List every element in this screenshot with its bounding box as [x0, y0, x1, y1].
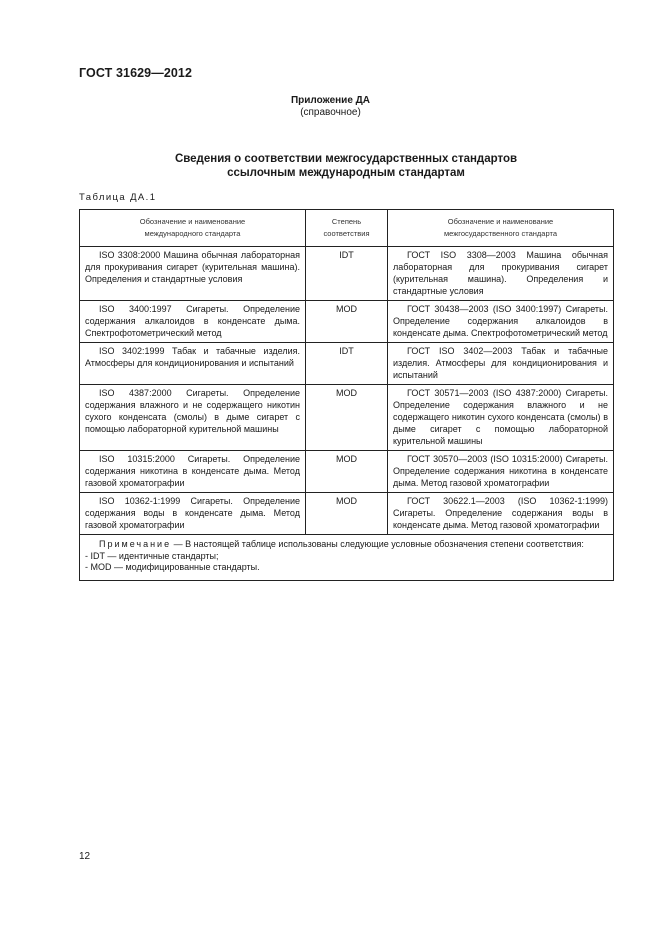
cell-interstate-text: ГОСТ ISO 3402—2003 Табак и табачные изделия. Атмосферы для кондиционирования и испытаний: [393, 346, 608, 380]
table-caption: Таблица ДА.1: [79, 192, 157, 203]
cell-interstate: [388, 385, 614, 451]
appendix-subtitle: (справочное): [300, 107, 361, 118]
table-row: [80, 451, 614, 493]
note-head: Примечание: [99, 539, 172, 549]
table-note-row: [80, 535, 614, 581]
header-interstate-l2: межгосударственного стандарта: [444, 229, 557, 238]
header-degree-l1: Степень: [331, 217, 362, 226]
header-international-l2: международного стандарта: [144, 229, 241, 238]
cell-interstate-text: ГОСТ 30622.1—2003 (ISO 10362-1:1999) Сигареты. Определение содержания воды в конденсате дыма. Метод газовой хроматографии: [393, 496, 608, 530]
table-header-row: [80, 210, 614, 247]
header-interstate: [388, 210, 614, 247]
cell-international-text: ISO 10362-1:1999 Сигареты. Определение содержания воды в конденсате дыма. Метод газовой хроматографии: [85, 496, 300, 530]
header-interstate-l1: Обозначение и наименование: [447, 217, 554, 226]
cell-international: [80, 301, 306, 343]
note-text: — В настоящей таблице использованы следующие условные обозначения степени соответствия:: [171, 539, 584, 549]
cell-international-text: ISO 3308:2000 Машина обычная лабораторная для прокуривания сигарет (курительная машина). Определения и стандартные условия: [85, 250, 300, 284]
cell-international: [80, 493, 306, 535]
header-degree-l2: соответствия: [323, 229, 370, 238]
section-title-line1: Сведения о соответствии межгосударственных стандартов: [174, 153, 518, 165]
cell-interstate-text: ГОСТ 30570—2003 (ISO 10315:2000) Сигареты. Определение содержания никотина в конденсате дыма. Метод газовой хроматографии: [393, 454, 608, 488]
cell-international-text: ISO 3400:1997 Сигареты. Определение содержания алкалоидов в конденсате дыма. Спектрофотометрический метод: [85, 304, 300, 338]
cell-international-text: ISO 4387:2000 Сигареты. Определение содержания влажного и не содержащего никотин сухого конденсата (смолы) в дыме сигарет с помощью лабораторной курительной машины: [85, 388, 300, 434]
header-degree: [306, 210, 388, 247]
cell-international: [80, 385, 306, 451]
table-row: [80, 385, 614, 451]
cell-degree: IDT: [306, 343, 388, 385]
cell-interstate-text: ГОСТ 30571—2003 (ISO 4387:2000) Сигареты. Определение содержания влажного и не содержащего никотин сухого конденсата (смолы) в дыме сигарет с помощью лабораторной курительной машины: [393, 388, 608, 446]
table-row: [80, 493, 614, 535]
table-row: [80, 247, 614, 301]
cell-interstate-text: ГОСТ 30438—2003 (ISO 3400:1997) Сигареты. Определение содержания алкалоидов в конденсате дыма. Спектрофотометрический метод: [393, 304, 608, 338]
cell-interstate-text: ГОСТ ISO 3308—2003 Машина обычная лабораторная для прокуривания сигарет (курительная машина). Определения и стандартные условия: [393, 250, 608, 296]
cell-interstate: [388, 247, 614, 301]
cell-international: [80, 451, 306, 493]
appendix-title: Приложение ДА: [290, 95, 371, 106]
section-title-line2: ссылочным международным стандартам: [227, 167, 465, 179]
standards-table: [79, 209, 614, 581]
cell-international-text: ISO 10315:2000 Сигареты. Определение содержания никотина в конденсате дыма. Метод газовой хроматографии: [85, 454, 300, 488]
cell-interstate: [388, 301, 614, 343]
cell-degree: MOD: [306, 493, 388, 535]
cell-degree: MOD: [306, 451, 388, 493]
header-international: [80, 210, 306, 247]
note-item-mod: - MOD — модифицированные стандарты.: [85, 562, 260, 572]
cell-degree: MOD: [306, 301, 388, 343]
cell-international: [80, 247, 306, 301]
cell-interstate: [388, 343, 614, 385]
table-note: [80, 535, 614, 581]
table-row: [80, 301, 614, 343]
cell-degree: IDT: [306, 247, 388, 301]
cell-international-text: ISO 3402:1999 Табак и табачные изделия. Атмосферы для кондиционирования и испытаний: [85, 346, 300, 368]
table-row: [80, 343, 614, 385]
page-number: 12: [79, 851, 91, 862]
header-international-l1: Обозначение и наименование: [139, 217, 246, 226]
cell-degree: MOD: [306, 385, 388, 451]
cell-interstate: [388, 451, 614, 493]
note-item-idt: - IDT — идентичные стандарты;: [85, 550, 219, 561]
cell-international: [80, 343, 306, 385]
document-header: ГОСТ 31629—2012: [79, 66, 193, 80]
cell-interstate: [388, 493, 614, 535]
